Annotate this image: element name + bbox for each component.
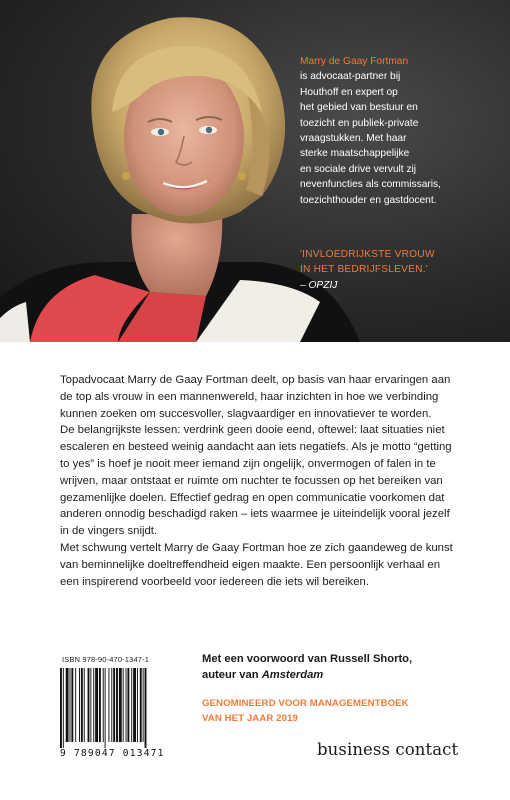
blurb-paragraph: Met schwung vertelt Marry de Gaay Fortman hoe ze zich gaandeweg de kunst van beminnelijke doeltreffendheid eigen maakte. Een persoonlijk verhaal en een inspirerend voorbeeld voor iedereen die iets wil bereiken.	[60, 541, 453, 588]
author-name: Marry de Gaay Fortman	[300, 56, 409, 67]
barcode-bar	[133, 668, 136, 742]
barcode-bar	[79, 668, 80, 742]
barcode-bar	[137, 668, 138, 742]
earring-left	[122, 172, 130, 180]
barcode-bar	[126, 668, 127, 742]
barcode-bar	[81, 668, 83, 742]
barcode-bar	[103, 668, 104, 742]
quote-line: 'INVLOEDRIJKSTE VROUW	[300, 249, 435, 260]
isbn-label: ISBN 978-90-470-1347-1	[62, 655, 150, 664]
earring-right	[238, 172, 246, 180]
book-title-amsterdam: Amsterdam	[261, 668, 324, 681]
barcode-digits: 9 789047 013471	[60, 748, 165, 759]
barcode-bar	[60, 668, 62, 748]
barcode-bar	[123, 668, 124, 742]
barcode-bar	[84, 668, 85, 742]
barcode-bar	[143, 668, 144, 742]
quote-line: IN HET BEDRIJFSLEVEN.'	[300, 264, 428, 276]
foreword-note	[202, 652, 492, 684]
bio-line: sterke maatschappelijke	[300, 148, 410, 160]
barcode-bar	[99, 668, 101, 742]
quote-source: – OPZIJ	[300, 279, 338, 291]
press-quote	[300, 247, 500, 293]
foreword-prefix: auteur van	[202, 668, 262, 681]
barcode	[58, 668, 182, 748]
bio-line: en sociale drive vervult zij	[300, 163, 417, 175]
bio-line: het gebied van bestuur en	[300, 102, 418, 114]
foreword-line: Met een voorwoord van Russell Shorto,	[202, 653, 413, 665]
author-bio	[300, 54, 500, 208]
barcode-bar	[108, 668, 109, 742]
barcode-bar	[131, 668, 132, 742]
barcode-bar	[127, 668, 129, 742]
neck	[131, 214, 222, 296]
barcode-bar	[119, 668, 122, 742]
barcode-bar	[90, 668, 91, 742]
barcode-bar	[88, 668, 90, 742]
award-nomination	[202, 696, 492, 726]
barcode-bar	[111, 668, 112, 742]
barcode-bar	[105, 668, 106, 748]
barcode-bar	[113, 668, 115, 742]
blurb-paragraph: Topadvocaat Marry de Gaay Fortman deelt, op basis van haar ervaringen aan de top als vrouw in een mannenwereld, haar inzichten in hoe we verbinding kunnen zoeken om succesvoller, slagvaardiger en innovatiever te worden.	[60, 374, 451, 420]
barcode-bar	[116, 668, 118, 742]
foreword-line	[202, 668, 492, 684]
barcode-bar	[95, 668, 98, 742]
bio-line: Houthoff en expert op	[300, 86, 398, 98]
bio-line: toezichthouder en gastdocent.	[300, 194, 437, 206]
bio-line: nevenfuncties als commissaris,	[300, 179, 441, 191]
barcode-bar	[75, 668, 76, 742]
blurb	[60, 372, 458, 590]
barcode-bar	[145, 668, 147, 748]
bio-line: is advocaat-partner bij	[300, 71, 401, 83]
publisher-logo: business contact	[317, 740, 459, 759]
bio-line: toezicht en publiek-private	[300, 117, 419, 129]
author-photo-band	[0, 0, 510, 342]
barcode-bar	[63, 668, 64, 748]
barcode-bar	[140, 668, 142, 742]
blurb-paragraph: De belangrijkste lessen: verdrink geen dooie eend, oftewel: laat situaties niet escaleren en besteed weinig aandacht aan iets negatiefs. Als je motto “getting to yes” is hoef je nooit meer iemand zijn ongelijk, onvermogen of falen in te wrijven, maar ontstaat er ruimte om nuchter te focussen op het bereiken van gezamenlijke doelen. Effectief gedrag en open communicatie voorkomen dat anderen onnodig beschadigd raken – iets waarmee je uiteindelijk vooral jezelf in de vingers snijdt.	[60, 424, 452, 538]
barcode-bar	[93, 668, 94, 742]
nomination-line: VAN HET JAAR 2019	[202, 713, 298, 724]
barcode-bar	[71, 668, 73, 742]
barcode-bar	[70, 668, 71, 742]
barcode-bar	[66, 668, 69, 742]
bio-line: vraagstukken. Met haar	[300, 133, 407, 145]
nomination-line: GENOMINEERD VOOR MANAGEMENTBOEK	[202, 698, 409, 709]
